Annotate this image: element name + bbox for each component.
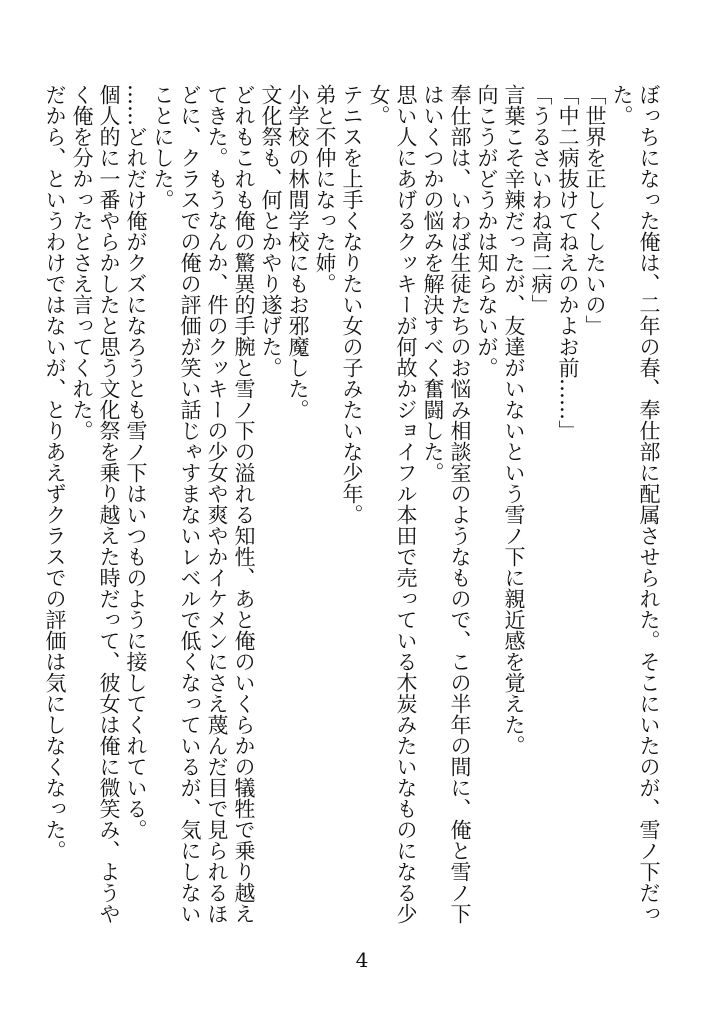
paragraph-6: 向こうがどうかは知らないが。	[475, 84, 499, 378]
paragraph-9: テニスを上手くなりたい女の子みたいな少年。	[340, 84, 364, 525]
paragraph-5: 言葉こそ辛辣だったが、友達がいないという雪ノ下に親近感を覚えた。	[502, 84, 526, 756]
paragraph-12: 文化祭も、何とかやり遂げた。	[259, 84, 283, 378]
paragraph-4: 「うるさいわね高二病」	[529, 84, 553, 315]
paragraph-2: 「世界を正しくしたいの」	[583, 84, 607, 336]
paragraph-16: だから、というわけではないが、とりあえずクラスでの評価は気にしなくなった。	[43, 84, 67, 861]
paragraph-13: どれもこれも俺の驚異的手腕と雪ノ下の溢れる知性、あと俺のいくらかの犠牲で乗り越えてきた。もうなんか、件のクッキーの少女や爽やかイケメンにさえ蔑んだ目で見られるほどに、クラスでの俺の評価が笑い話じゃすまないレベルで低くなっているが、気にしないことにした。	[151, 84, 256, 924]
paragraph-7: 奉仕部は、いわば生徒たちのお悩み相談室のようなもので、この半年の間に、俺と雪ノ下はいくつかの悩みを解決すべく奮闘した。	[421, 84, 472, 924]
paragraph-8: 思い人にあげるクッキーが何故かジョイフル本田で売っている木炭みたいなものになる少女。	[367, 84, 418, 924]
page-number: 4	[355, 948, 369, 972]
paragraph-3: 「中二病抜けてねえのかよお前……」	[556, 84, 580, 441]
vertical-text-body	[43, 84, 662, 944]
paragraph-10: 弟と不仲になった姉。	[313, 84, 337, 294]
paragraph-14: ……どれだけ俺がクズになろうとも雪ノ下はいつものように接してくれている。	[124, 84, 148, 840]
paragraph-11: 小学校の林間学校にもお邪魔した。	[286, 84, 310, 420]
paragraph-15: 個人的に一番やらかしたと思う文化祭を乗り越えた時だって、彼女は俺に微笑み、ようやく俺を分かったとさえ言ってくれた。	[70, 84, 121, 924]
paragraph-1: ぼっちになった俺は、二年の春、奉仕部に配属させられた。そこにいたのが、雪ノ下だった。	[610, 84, 661, 924]
